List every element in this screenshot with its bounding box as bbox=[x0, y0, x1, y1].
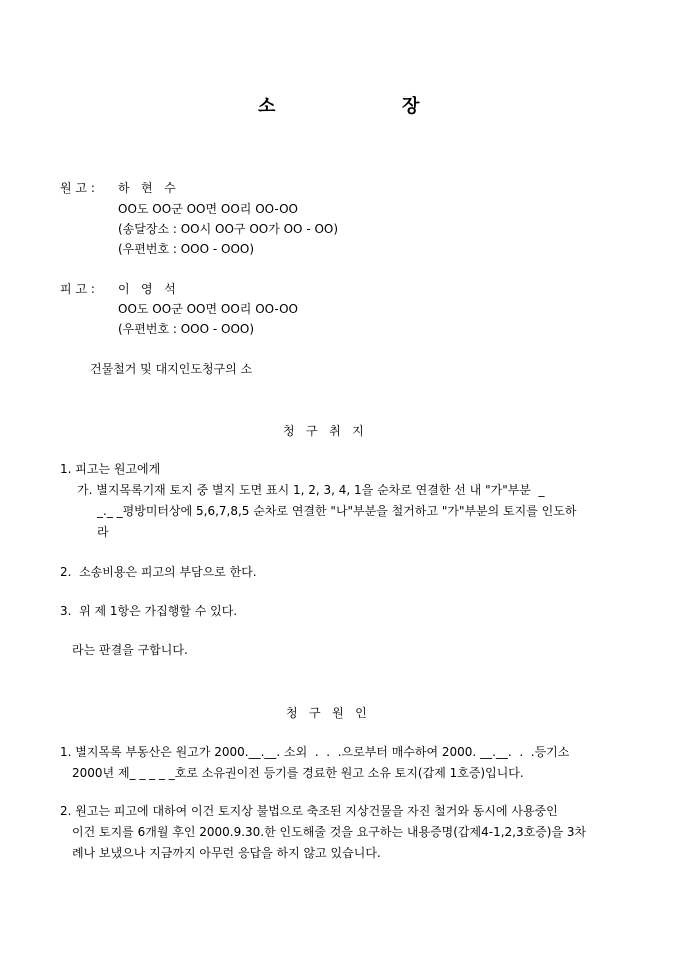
claim-cause-item-1-line-1: 1. 별지목록 부동산은 원고가 2000.__.__. 소외 . . .으로부터 매수하여 2000. __.__. . .등기소 bbox=[60, 745, 570, 759]
claim-cause-item-2-line-2: 이건 토지를 6개월 후인 2000.9.30.한 인도해줄 것을 요구하는 내용증명(갑제4-1,2,3호증)을 3차 bbox=[72, 825, 587, 839]
case-title: 건물철거 및 대지인도청구의 소 bbox=[90, 362, 253, 376]
claim-cause-item-2-line-1: 2. 원고는 피고에 대하여 이건 토지상 불법으로 축조된 지상건물을 자진 철거와 동시에 사용중인 bbox=[60, 804, 558, 818]
claim-purpose-item-2: 2. 소송비용은 피고의 부담으로 한다. bbox=[60, 565, 257, 579]
plaintiff-delivery-address: (송달장소 : OO시 OO구 OO가 OO - OO) bbox=[118, 222, 339, 236]
plaintiff-postal-code: (우편번호 : OOO - OOO) bbox=[118, 242, 255, 256]
claim-purpose-closing: 라는 판결을 구합니다. bbox=[72, 643, 188, 657]
claim-purpose-item-1a-line-2: _._ _평방미터상에 5,6,7,8,5 순차로 연결한 "나"부분을 철거하고 "가"부분의 토지를 인도하 bbox=[97, 504, 577, 518]
defendant-label: 피 고 : bbox=[60, 282, 95, 296]
plaintiff-name: 하 현 수 bbox=[118, 181, 176, 195]
claim-cause-item-2-line-3: 례나 보냈으나 지금까지 아무런 응답을 하지 않고 있습니다. bbox=[72, 846, 381, 860]
document-title-right: 장 bbox=[402, 96, 420, 117]
defendant-address: OO도 OO군 OO면 OO리 OO-OO bbox=[118, 302, 298, 316]
claim-purpose-item-1a-line-3: 라 bbox=[97, 525, 109, 539]
plaintiff-label: 원 고 : bbox=[60, 181, 95, 195]
claim-purpose-item-1a-line-1: 가. 별지목록기재 토지 중 별지 도면 표시 1, 2, 3, 4, 1을 순차로 연결한 선 내 "가"부분 _ bbox=[77, 483, 545, 497]
plaintiff-address: OO도 OO군 OO면 OO리 OO-OO bbox=[118, 202, 298, 216]
claim-cause-item-1-line-2: 2000년 제_ _ _ _ _호로 소유권이전 등기를 경료한 원고 소유 토지(갑제 1호증)입니다. bbox=[72, 766, 524, 780]
claim-purpose-heading: 청 구 취 지 bbox=[283, 424, 364, 438]
claim-cause-heading: 청 구 원 인 bbox=[286, 706, 367, 720]
claim-purpose-item-3: 3. 위 제 1항은 가집행할 수 있다. bbox=[60, 604, 238, 618]
defendant-name: 이 영 석 bbox=[118, 282, 176, 296]
defendant-postal-code: (우편번호 : OOO - OOO) bbox=[118, 322, 255, 336]
document-title-left: 소 bbox=[258, 96, 276, 117]
claim-purpose-item-1: 1. 피고는 원고에게 bbox=[60, 462, 161, 476]
